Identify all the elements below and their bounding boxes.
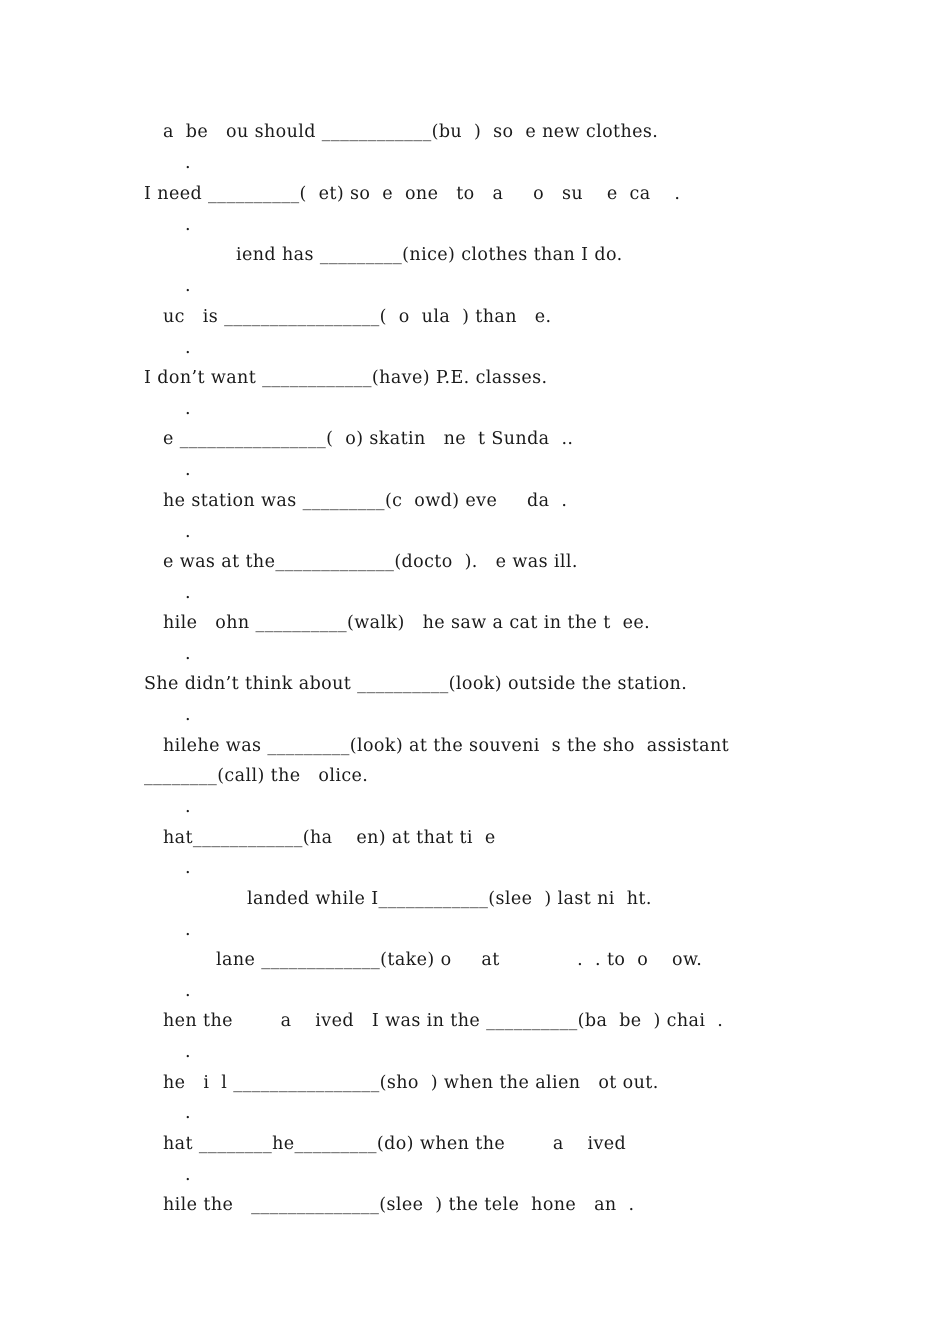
line-marker: . bbox=[185, 153, 191, 173]
exercise-line: I don’t want ____________(have) P.E. classes. bbox=[144, 368, 548, 388]
line-marker: . bbox=[185, 215, 191, 235]
line-marker: . bbox=[185, 644, 191, 664]
exercise-line: hat ________he_________(do) when the a ived bbox=[163, 1134, 627, 1154]
line-marker: . bbox=[185, 705, 191, 725]
exercise-line: uc is _________________( o ula ) than e. bbox=[163, 307, 552, 327]
line-marker: . bbox=[185, 522, 191, 542]
line-marker: . bbox=[185, 583, 191, 603]
line-marker: . bbox=[185, 920, 191, 940]
exercise-line: hilehe was _________(look) at the souveni s the sho assistant bbox=[163, 736, 730, 756]
exercise-line: lane _____________(take) o at . . to o ow. bbox=[216, 950, 703, 970]
exercise-line: She didn’t think about __________(look) outside the station. bbox=[144, 674, 688, 694]
line-marker: . bbox=[185, 399, 191, 419]
line-marker: . bbox=[185, 1103, 191, 1123]
line-marker: . bbox=[185, 858, 191, 878]
exercise-line: hen the a ived I was in the __________(ba be ) chai . bbox=[163, 1011, 724, 1031]
exercise-line: iend has _________(nice) clothes than I do. bbox=[236, 245, 623, 265]
exercise-line: hile ohn __________(walk) he saw a cat in the t ee. bbox=[163, 613, 651, 633]
exercise-line: landed while I____________(slee ) last ni ht. bbox=[247, 889, 652, 909]
exercise-line: he i l ________________(sho ) when the alien ot out. bbox=[163, 1073, 659, 1093]
exercise-line: e ________________( o) skatin ne t Sunda .. bbox=[163, 429, 574, 449]
exercise-line: hat____________(ha en) at that ti e bbox=[163, 828, 496, 848]
exercise-line: hile the ______________(slee ) the tele hone an . bbox=[163, 1195, 635, 1215]
line-marker: . bbox=[185, 276, 191, 296]
exercise-line: e was at the_____________(docto ). e was ill. bbox=[163, 552, 578, 572]
line-marker: . bbox=[185, 797, 191, 817]
exercise-line: I need __________( et) so e one to a o su e ca . bbox=[144, 184, 681, 204]
line-marker: . bbox=[185, 1165, 191, 1185]
exercise-line: he station was _________(c owd) eve da . bbox=[163, 491, 568, 511]
exercise-line: a be ou should ____________(bu ) so e new clothes. bbox=[163, 122, 659, 142]
line-marker: . bbox=[185, 338, 191, 358]
line-marker: . bbox=[185, 981, 191, 1001]
line-marker: . bbox=[185, 460, 191, 480]
line-marker: . bbox=[185, 1042, 191, 1062]
exercise-line-continuation: ________(call) the olice. bbox=[144, 766, 369, 786]
